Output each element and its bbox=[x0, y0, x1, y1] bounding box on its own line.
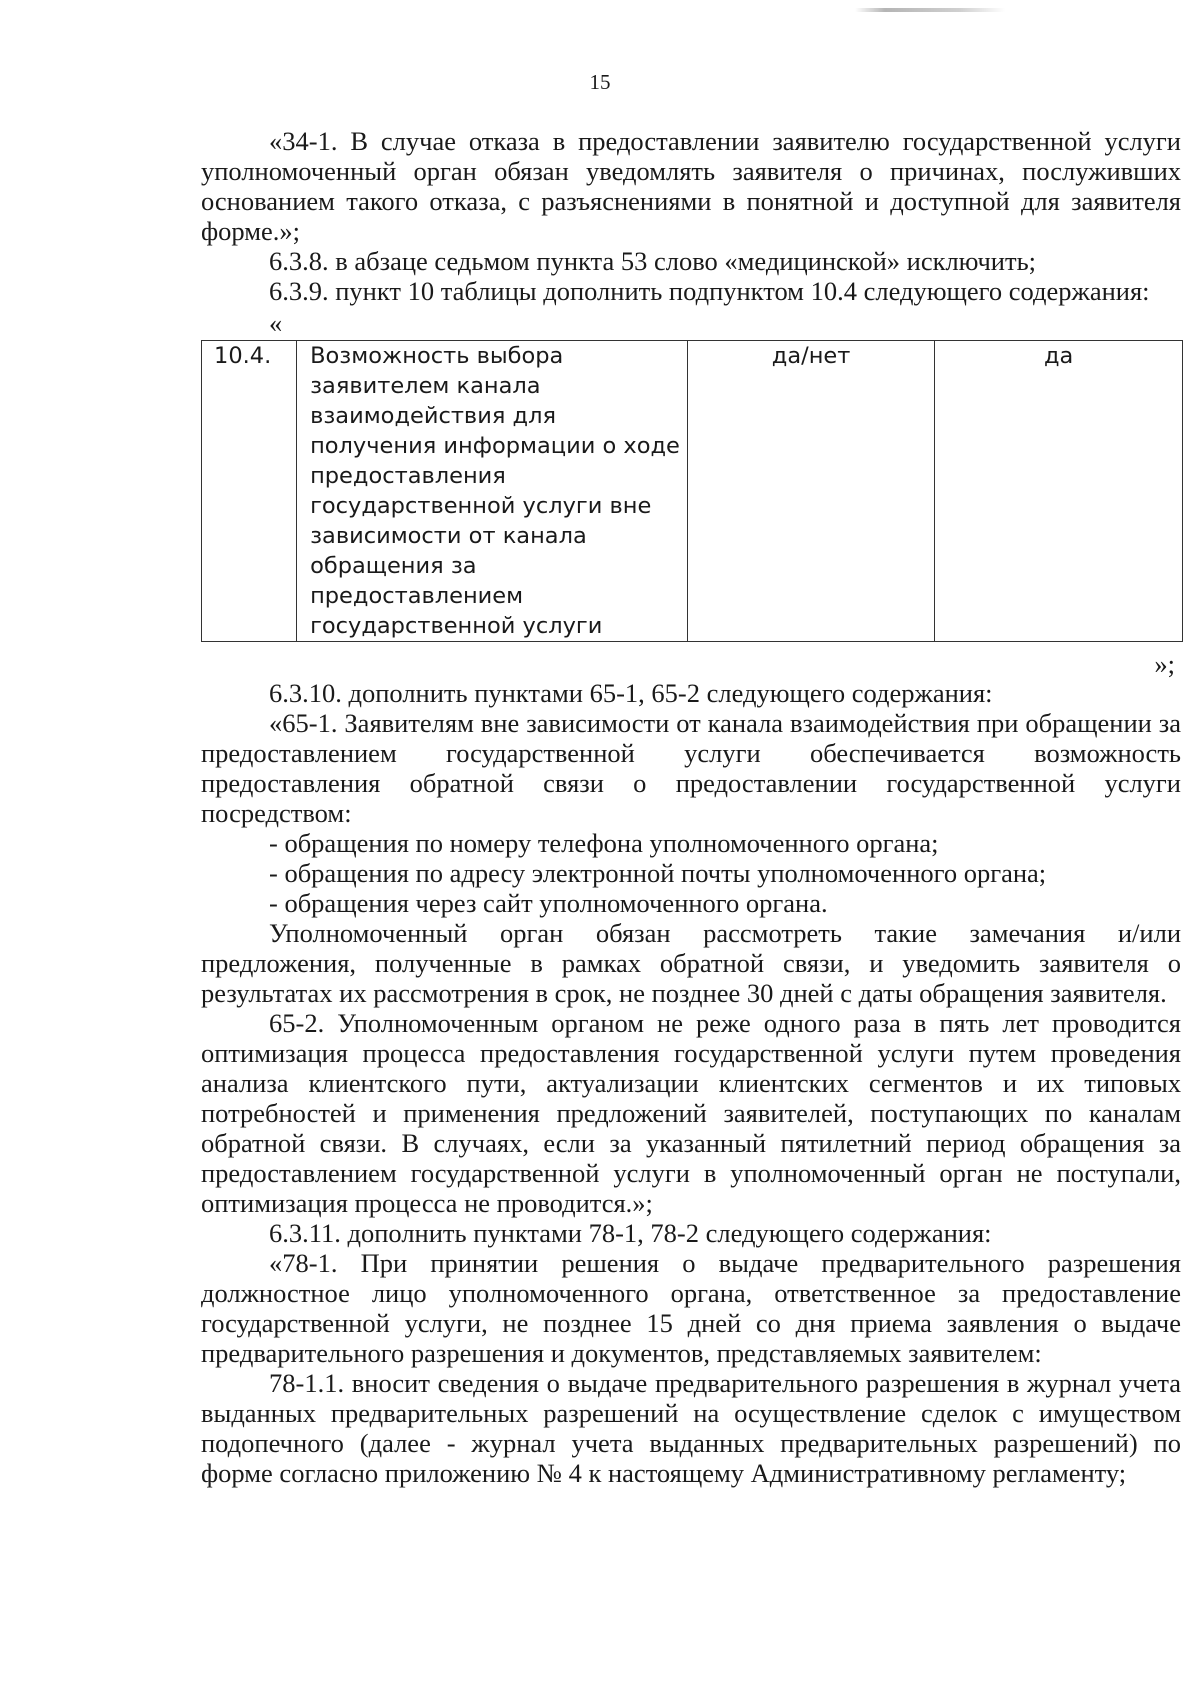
paragraph-78-1-1: 78-1.1. вносит сведения о выдаче предварительного разрешения в журнал учета выданных предварительных разрешений на осуществление сделок с имуществом подопечного (далее - журнал учета выданных предварительных разрешений) по форме согласно приложению № 4 к настоящему Административному регламенту; bbox=[201, 1368, 1181, 1488]
paragraph-6-3-11: 6.3.11. дополнить пунктами 78-1, 78-2 следующего содержания: bbox=[269, 1218, 992, 1248]
table-cell-description: Возможность выбора заявителем канала взаимодействия для получения информации о ходе предоставления государственной услуги вне зависимости от канала обращения за предоставлением государственной услуги bbox=[297, 341, 688, 642]
table-cell-type: да/нет bbox=[687, 341, 935, 642]
paragraph-6-3-10: 6.3.10. дополнить пунктами 65-1, 65-2 следующего содержания: bbox=[269, 678, 993, 708]
list-item: - обращения через сайт уполномоченного органа. bbox=[269, 888, 828, 918]
table-row bbox=[202, 341, 1183, 642]
table-close-quote: »; bbox=[1154, 649, 1175, 679]
list-item: - обращения по номеру телефона уполномоченного органа; bbox=[269, 828, 939, 858]
page-number: 15 bbox=[589, 70, 611, 94]
paragraph-78-1: «78-1. При принятии решения о выдаче предварительного разрешения должностное лицо уполномоченного органа, ответственное за предоставление государственной услуги, не позднее 15 дней со дня приема заявления о выдаче предварительного разрешения и документов, представляемых заявителем: bbox=[201, 1248, 1181, 1368]
table-cell-number: 10.4. bbox=[202, 341, 297, 642]
document-body bbox=[201, 126, 1181, 1488]
inserted-table bbox=[201, 340, 1183, 642]
scan-artifact bbox=[855, 8, 1005, 12]
paragraph-obligation: Уполномоченный орган обязан рассмотреть такие замечания и/или предложения, полученные в рамках обратной связи, и уведомить заявителя о результатах их рассмотрения в срок, не позднее 30 дней с даты обращения заявителя. bbox=[201, 918, 1181, 1008]
list-item: - обращения по адресу электронной почты уполномоченного органа; bbox=[269, 858, 1047, 888]
paragraph-65-2: 65-2. Уполномоченным органом не реже одного раза в пять лет проводится оптимизация процесса предоставления государственной услуги путем проведения анализа клиентского пути, актуализации клиентских сегментов и их типовых потребностей и применения предложений заявителей, поступающих по каналам обратной связи. В случаях, если за указанный пятилетний период обращения за предоставлением государственной услуги в уполномоченный орган не поступали, оптимизация процесса не проводится.»; bbox=[201, 1008, 1181, 1218]
paragraph-34-1: «34-1. В случае отказа в предоставлении заявителю государственной услуги уполномоченный орган обязан уведомлять заявителя о причинах, послуживших основанием такого отказа, с разъяснениями в понятной и доступной для заявителя форме.»; bbox=[201, 126, 1181, 246]
table-cell-value: да bbox=[935, 341, 1183, 642]
paragraph-65-1: «65-1. Заявителям вне зависимости от канала взаимодействия при обращении за предоставлением государственной услуги обеспечивается возможность предоставления обратной связи о предоставлении государственной услуги посредством: bbox=[201, 708, 1181, 828]
paragraph-6-3-9: 6.3.9. пункт 10 таблицы дополнить подпунктом 10.4 следующего содержания: bbox=[269, 276, 1150, 306]
paragraph-6-3-8: 6.3.8. в абзаце седьмом пункта 53 слово «медицинской» исключить; bbox=[269, 246, 1037, 276]
table-open-quote: « bbox=[269, 308, 283, 338]
